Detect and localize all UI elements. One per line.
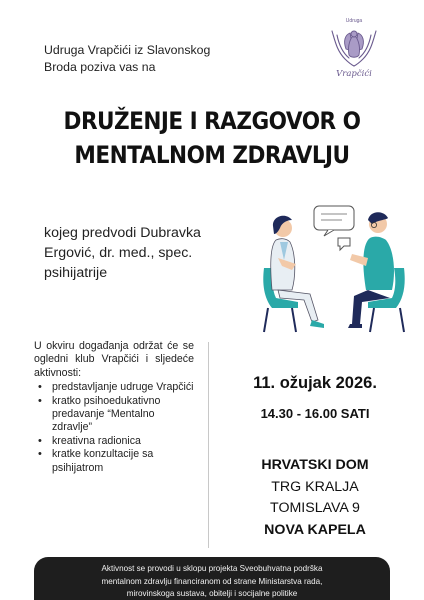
event-date: 11. ožujak 2026. <box>253 374 377 392</box>
title-line: DRUŽENJE I RAZGOVOR O <box>63 107 361 135</box>
intro-line: Udruga Vrapčići iz Slavonskog <box>44 43 211 57</box>
venue-address <box>215 455 415 541</box>
speech-bubble-small-icon <box>338 238 350 250</box>
hands-bird-icon <box>329 25 379 69</box>
leader-line: kojeg predvodi Dubravka <box>44 225 201 241</box>
list-item: • kratke konzultacije sa psihijatrom <box>48 448 194 475</box>
psychiatrist-figure <box>263 216 324 332</box>
logo-name: Vrapčići <box>336 69 372 79</box>
event-time: 14.30 - 16.00 SATI <box>260 406 370 421</box>
logo-top-text: Udruga <box>345 18 363 24</box>
leader-line: psihijatrije <box>44 265 108 281</box>
intro-line: Broda poziva vas na <box>44 60 156 74</box>
venue-name: HRVATSKI DOM <box>261 457 369 473</box>
page-title <box>39 104 385 172</box>
leader-text <box>44 223 234 283</box>
activities-intro: U okviru događanja održat će se ogledni klub Vrapčići i sljedeće aktivnosti: <box>34 340 194 379</box>
list-item: • kratko psihoedukativno predavanje “Mentalno zdravlje” <box>48 395 194 435</box>
title-line: MENTALNOM ZDRAVLJU <box>74 141 350 169</box>
activities-section <box>34 340 194 475</box>
venue-street: TRG KRALJA <box>271 478 359 495</box>
leader-line: Ergović, dr. med., spec. <box>44 245 193 261</box>
speech-bubble-icon <box>314 206 354 230</box>
patient-figure <box>348 212 405 332</box>
funding-footer <box>34 557 390 600</box>
vertical-divider <box>208 342 209 548</box>
intro-text <box>44 42 264 76</box>
footer-line: mirovinskoga sustava, obitelji i socijalne politike <box>126 589 298 598</box>
list-item: • predstavljanje udruge Vrapčići <box>48 381 194 394</box>
venue-town: NOVA KAPELA <box>264 521 366 538</box>
two-people-conversation-icon <box>258 198 410 338</box>
list-item: • kreativna radionica <box>48 435 194 448</box>
venue-street-number: TOMISLAVA 9 <box>270 500 360 516</box>
footer-line: mentalnom zdravlju financiranom od strane Ministarstva rada, <box>101 576 323 586</box>
footer-line: Aktivnost se provodi u sklopu projekta Sveobuhvatna podrška <box>101 564 323 573</box>
vrapcici-logo <box>324 18 384 84</box>
activities-list <box>34 381 194 475</box>
